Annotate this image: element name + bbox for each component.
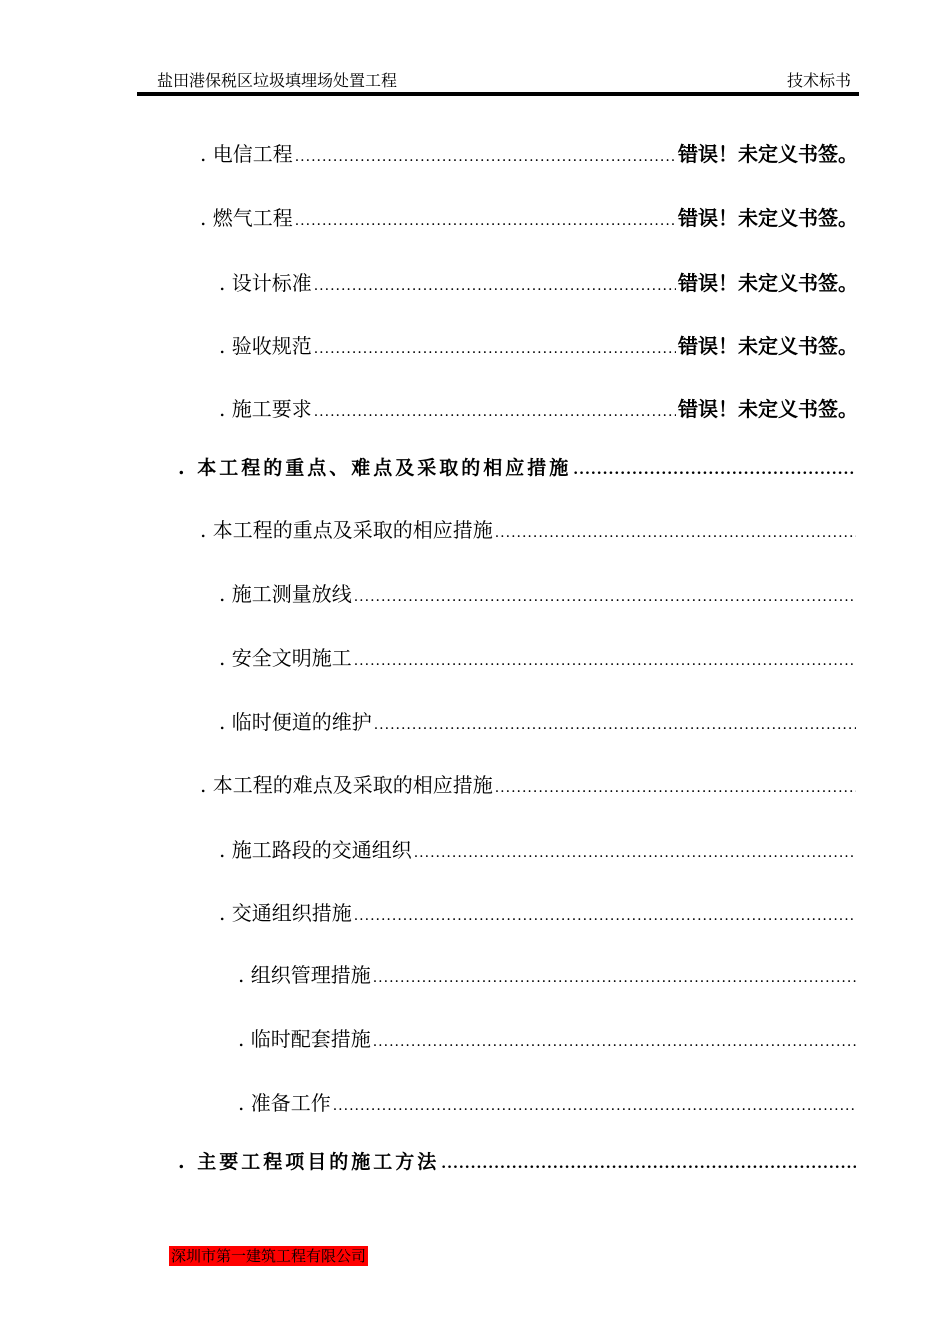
toc-entry-label: . 临时便道的维护 (219, 710, 372, 734)
toc-entry-label: . 组织管理措施 (238, 963, 371, 987)
toc-leader-dots (314, 341, 676, 357)
toc-leader-dots (573, 462, 856, 478)
toc-entry-label: . 设计标准 (219, 271, 312, 295)
toc-leader-dots (354, 908, 856, 924)
toc-leader-dots (373, 1034, 856, 1050)
toc-entry[interactable] (219, 834, 858, 864)
toc-entry[interactable] (219, 642, 858, 672)
toc-leader-dots (495, 780, 856, 796)
toc-entry[interactable] (200, 138, 858, 168)
toc-entry[interactable] (219, 706, 858, 736)
toc-entry-label: . 施工测量放线 (219, 582, 352, 606)
page-header (137, 64, 859, 90)
toc-entry-page-ref: 错误！未定义书签。 (678, 206, 858, 230)
project-title: 盐田港保税区垃圾填埋场处置工程 (157, 71, 398, 90)
toc-entry[interactable] (219, 578, 858, 608)
toc-leader-dots (314, 278, 676, 294)
toc-entry-label: . 施工路段的交通组织 (219, 838, 412, 862)
toc-leader-dots (374, 717, 856, 733)
toc-leader-dots (441, 1156, 856, 1172)
toc-entry-page-ref: 错误！未定义书签。 (678, 142, 858, 166)
toc-entry-label: . 交通组织措施 (219, 901, 352, 925)
toc-entry-chapter[interactable] (178, 1147, 858, 1177)
toc-entry-page-ref: 错误！未定义书签。 (678, 397, 858, 421)
toc-entry-label: . 主要工程项目的施工方法 (178, 1151, 440, 1173)
toc-entry-label: . 电信工程 (200, 142, 293, 166)
toc-leader-dots (295, 213, 676, 229)
toc-entry-label: . 本工程的重点、难点及采取的相应措施 (178, 457, 572, 479)
toc-entry-label: . 临时配套措施 (238, 1027, 371, 1051)
toc-entry[interactable] (238, 1087, 858, 1117)
toc-entry[interactable] (200, 514, 858, 544)
footer-company-name: 深圳市第一建筑工程有限公司 (171, 1247, 367, 1265)
toc-entry[interactable] (219, 897, 858, 927)
toc-entry[interactable] (219, 330, 858, 360)
toc-entry[interactable] (200, 202, 858, 232)
toc-leader-dots (333, 1098, 856, 1114)
toc-leader-dots (373, 970, 856, 986)
document-type: 技术标书 (786, 71, 851, 90)
toc-leader-dots (495, 525, 856, 541)
toc-entry-chapter[interactable] (178, 453, 858, 483)
toc-entry-label: . 安全文明施工 (219, 646, 352, 670)
toc-entry[interactable] (238, 959, 858, 989)
toc-entry-label: . 燃气工程 (200, 206, 293, 230)
toc-leader-dots (354, 589, 856, 605)
toc-entry[interactable] (200, 769, 858, 799)
toc-leader-dots (414, 845, 856, 861)
toc-entry-label: . 本工程的重点及采取的相应措施 (200, 518, 493, 542)
toc-leader-dots (354, 653, 856, 669)
toc-entry-page-ref: 错误！未定义书签。 (678, 271, 858, 295)
toc-entry[interactable] (238, 1023, 858, 1053)
toc-leader-dots (314, 404, 676, 420)
toc-entry-label: . 准备工作 (238, 1091, 331, 1115)
toc-leader-dots (295, 149, 676, 165)
toc-entry-label: . 施工要求 (219, 397, 312, 421)
toc-entry[interactable] (219, 267, 858, 297)
toc-entry-label: . 本工程的难点及采取的相应措施 (200, 773, 493, 797)
header-rule (137, 92, 859, 96)
toc-entry-page-ref: 错误！未定义书签。 (678, 334, 858, 358)
toc-entry-label: . 验收规范 (219, 334, 312, 358)
toc-entry[interactable] (219, 393, 858, 423)
